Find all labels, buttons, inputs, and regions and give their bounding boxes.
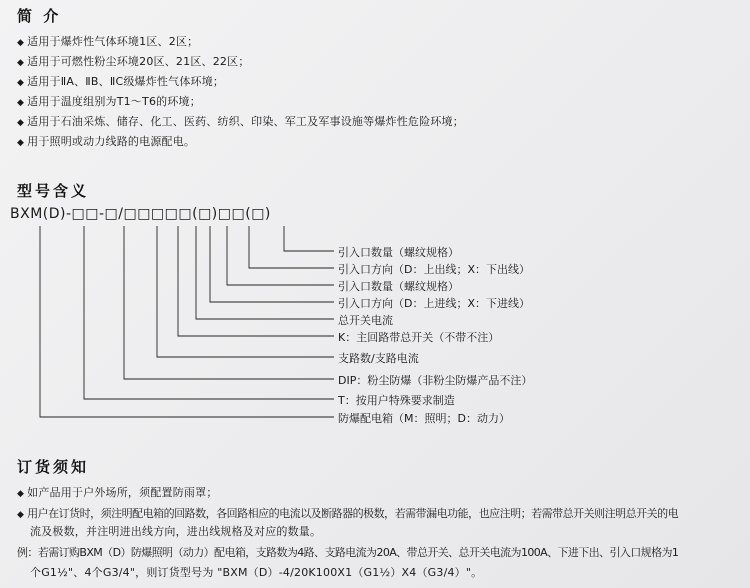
order-example-line: 例：若需订购BXM（D）防爆照明（动力）配电箱，支路数为4路、支路电流为20A、带总开关、总开关电流为100A、下进下出、引入口规格为1 (17, 546, 679, 559)
model-label: K：主回路带总开关（不带不注） (338, 331, 500, 344)
diamond-bullet-icon: ◆ (17, 58, 25, 68)
diamond-bullet-icon: ◆ (17, 510, 25, 520)
model-code: BXM(D)-□□-□/□□□□□(□)□□(□) (10, 206, 271, 222)
intro-item-text: 适用于温度组别为T1～T6的环境； (27, 95, 201, 108)
diamond-bullet-icon: ◆ (17, 78, 25, 88)
order-item (17, 505, 678, 521)
order-item-text: 如产品用于户外场所，须配置防雨罩； (27, 486, 218, 499)
model-label: 防爆配电箱（M：照明；D：动力） (338, 412, 510, 425)
intro-heading: 简 介 (17, 7, 62, 25)
order-item-text: 用户在订货时，须注明配电箱的回路数，各回路相应的电流以及断路器的极数，若需带漏电功能，也应注明；若需带总开关则注明总开关的电 (27, 507, 679, 520)
diamond-bullet-icon: ◆ (17, 38, 25, 48)
diamond-bullet-icon: ◆ (17, 489, 25, 499)
model-label: 引入口数量（螺纹规格） (338, 280, 459, 293)
order-item-continued: 流及极数，并注明进出线方向，进出线规格及对应的数量。 (30, 525, 322, 538)
model-label: T：按用户特殊要求制造 (338, 394, 455, 407)
intro-item-text: 适用于可燃性粉尘环境20区、21区、22区； (27, 55, 250, 68)
diamond-bullet-icon: ◆ (17, 118, 25, 128)
diamond-bullet-icon: ◆ (17, 138, 25, 148)
model-label: 支路数/支路电流 (338, 352, 419, 365)
model-label: 总开关电流 (338, 314, 393, 327)
intro-item-text: 适用于爆炸性气体环境1区、2区； (27, 35, 199, 48)
intro-item-text: 适用于石油采炼、储存、化工、医药、纺织、印染、军工及军事设施等爆炸性危险环境； (27, 115, 464, 128)
diamond-bullet-icon: ◆ (17, 98, 25, 108)
order-item (17, 484, 218, 500)
model-heading: 型号含义 (17, 182, 90, 200)
model-label: 引入口方向（D：上出线；X：下出线） (338, 263, 531, 276)
order-example-line: 个G1½"、4个G3/4"，则订货型号为 "BXM（D）-4/20K100X1（G1½）X4（G3/4）"。 (30, 566, 483, 579)
intro-item-text: 用于照明或动力线路的电源配电。 (27, 135, 196, 148)
order-heading: 订货须知 (17, 458, 90, 476)
intro-item-text: 适用于ⅡA、ⅡB、ⅡC级爆炸性气体环境； (27, 75, 225, 88)
model-label: 引入口数量（螺纹规格） (338, 246, 459, 259)
model-label: DIP：粉尘防爆（非粉尘防爆产品不注） (338, 374, 533, 387)
model-label: 引入口方向（D：上进线；X：下进线） (338, 297, 531, 310)
